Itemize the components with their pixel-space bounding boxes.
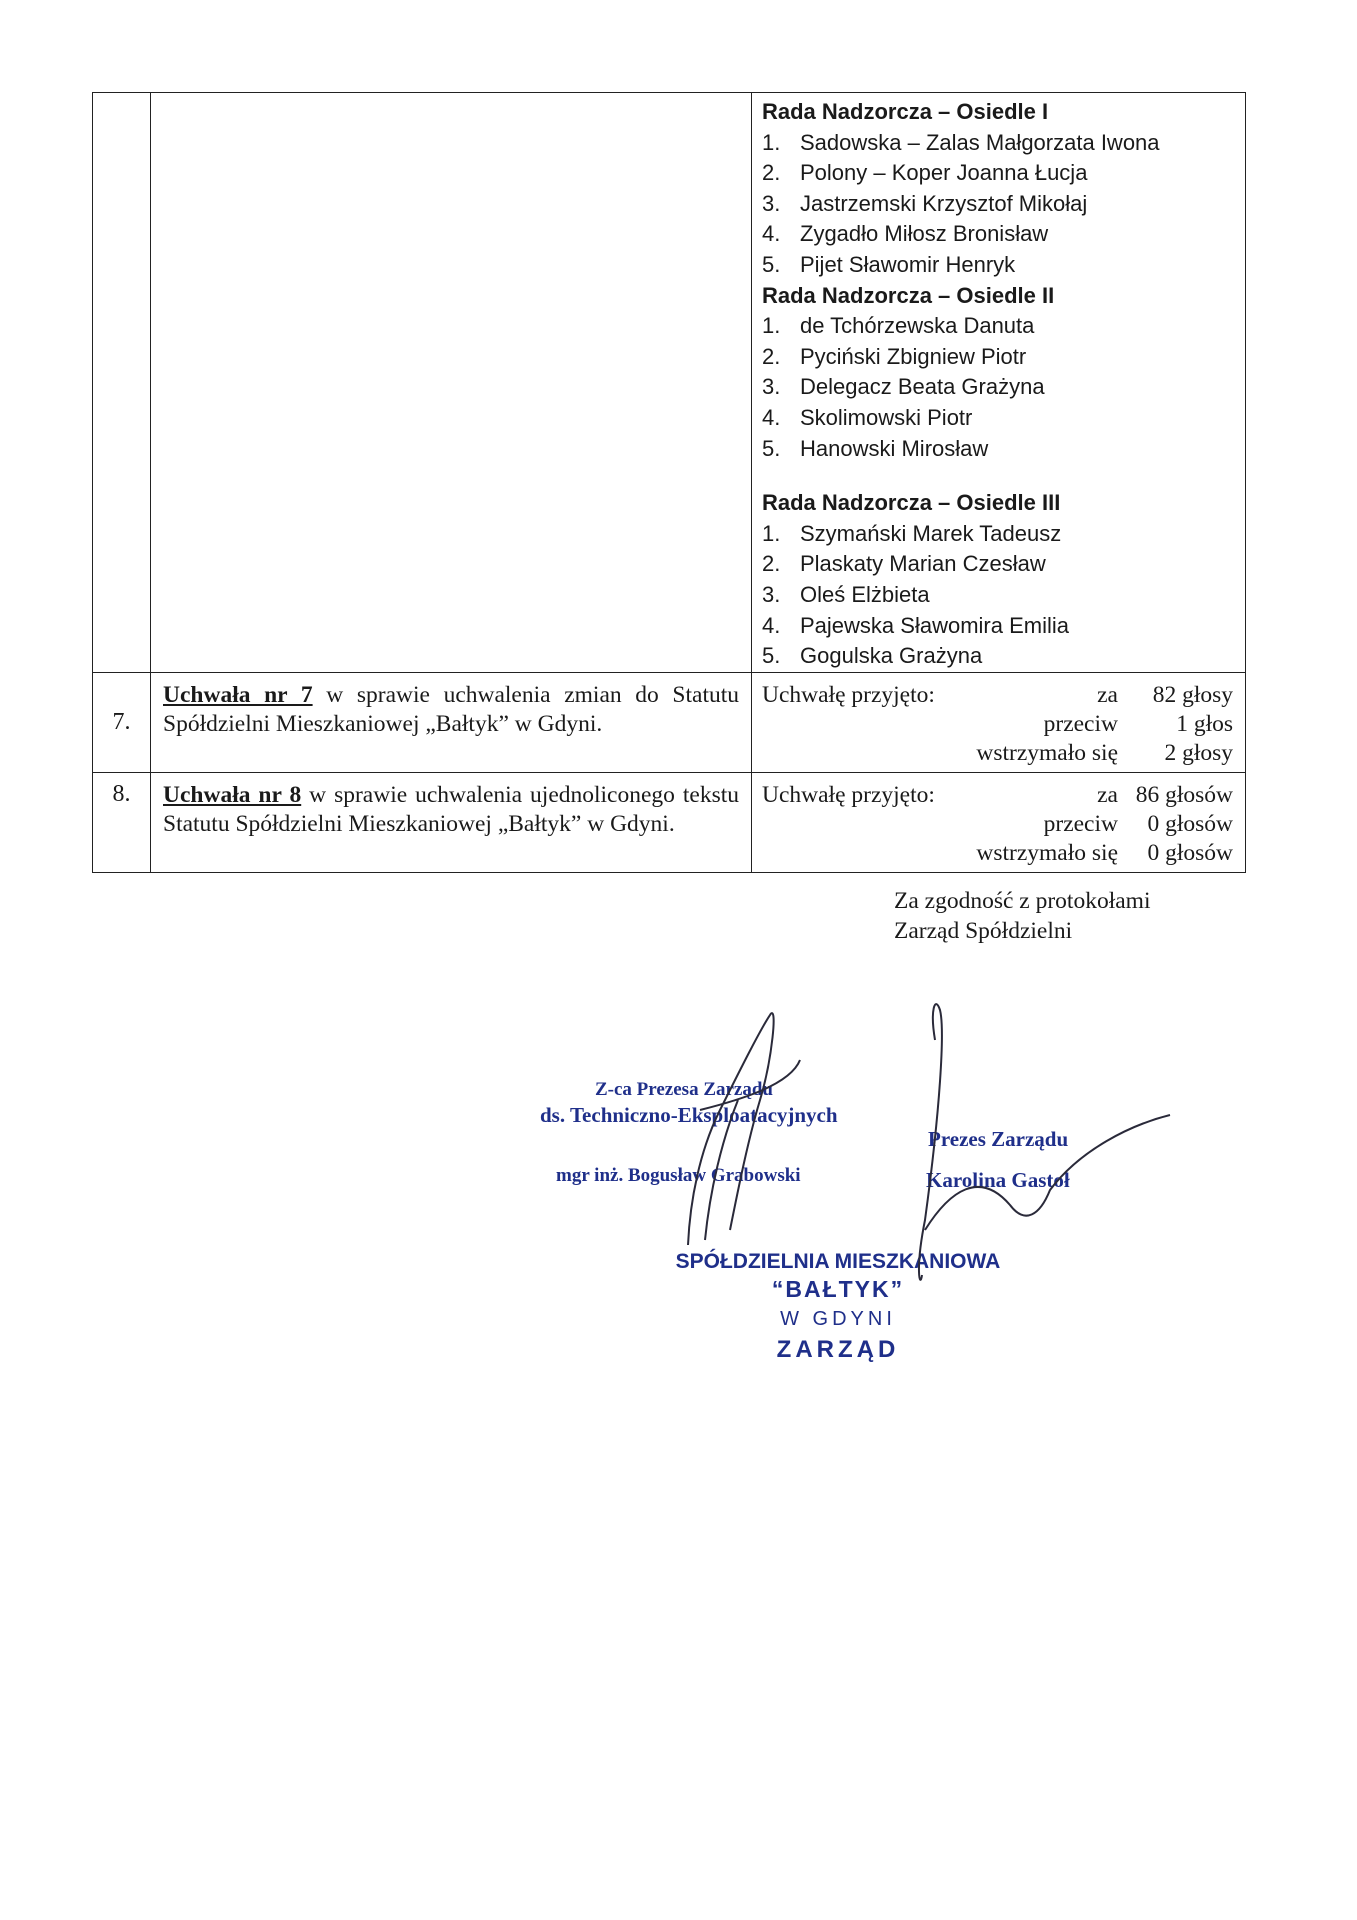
- rada-title: Rada Nadzorcza – Osiedle II: [762, 282, 1055, 308]
- list-item: 1. Sadowska – Zalas Małgorzata Iwona: [762, 129, 1160, 155]
- svg-text:ZARZĄD: ZARZĄD: [776, 1336, 900, 1363]
- list-item: 2. Pyciński Zbigniew Piotr: [762, 343, 1027, 369]
- conformity-note: Za zgodność z protokołami Zarząd Spółdzielni: [894, 888, 1151, 944]
- row-number: 7.: [93, 672, 151, 772]
- row-number: 8.: [93, 772, 151, 872]
- vote-result: Uchwałę przyjęto: za 82 głosy przeciw 1 głos wstrzymało się 2 głosy: [752, 672, 1246, 772]
- svg-text:Prezes Zarządu: Prezes Zarządu: [928, 1127, 1069, 1151]
- svg-text:“BAŁTYK”: “BAŁTYK”: [771, 1276, 905, 1302]
- result-label: Uchwałę przyjęto:: [762, 681, 935, 708]
- list-item: 4. Pajewska Sławomira Emilia: [762, 612, 1069, 638]
- svg-text:W GDYNI: W GDYNI: [780, 1308, 896, 1330]
- resolution-text: w sprawie uchwalenia ujednoliconego tekstu Statutu Spółdzielni Mieszkaniowej „Bałtyk” w Gdyni.: [163, 781, 740, 837]
- list-item: 4. Zygadło Miłosz Bronisław: [762, 221, 1049, 247]
- rada-title: Rada Nadzorcza – Osiedle I: [762, 99, 1049, 124]
- list-item: 2. Polony – Koper Joanna Łucja: [762, 160, 1088, 186]
- list-item: 1. de Tchórzewska Danuta: [762, 313, 1035, 339]
- svg-text:SPÓŁDZIELNIA MIESZKANIOWA: SPÓŁDZIELNIA MIESZKANIOWA: [675, 1250, 1001, 1273]
- vote-result: Uchwałę przyjęto: za 86 głosów przeciw 0 głosów wstrzymało się 0 głosów: [752, 772, 1246, 872]
- svg-text:Karolina Gastoł: Karolina Gastoł: [926, 1168, 1070, 1192]
- resolution-title: Uchwała nr 8: [163, 781, 302, 808]
- stamp-vice-president: [540, 1079, 838, 1186]
- stamp-company: [676, 1249, 1001, 1363]
- list-item: 2. Plaskaty Marian Czesław: [762, 551, 1046, 577]
- list-item: 3. Delegacz Beata Grażyna: [762, 374, 1045, 400]
- list-item: 3. Jastrzemski Krzysztof Mikołaj: [762, 190, 1088, 216]
- resolution-text: w sprawie uchwalenia zmian do Statutu Spółdzielni Mieszkaniowej „Bałtyk” w Gdyni.: [163, 681, 740, 737]
- list-item: 4. Skolimowski Piotr: [762, 404, 973, 430]
- svg-text:mgr inż. Bogusław Grabowski: mgr inż. Bogusław Grabowski: [556, 1165, 801, 1186]
- stamp-president: [926, 1127, 1070, 1192]
- list-item: 5. Gogulska Grażyna: [762, 643, 983, 669]
- resolution-title: Uchwała nr 7: [163, 681, 313, 708]
- svg-text:ds. Techniczno-Eksploatacyjnyc: ds. Techniczno-Eksploatacyjnych: [540, 1103, 838, 1127]
- list-item: 1. Szymański Marek Tadeusz: [762, 520, 1062, 546]
- rada-title: Rada Nadzorcza – Osiedle III: [762, 490, 1061, 516]
- result-label: Uchwałę przyjęto:: [762, 781, 935, 808]
- svg-text:Z-ca Prezesa Zarządu: Z-ca Prezesa Zarządu: [595, 1079, 773, 1100]
- signature-left: [688, 1013, 800, 1245]
- list-item: 5. Hanowski Mirosław: [762, 435, 989, 461]
- list-item: 3. Oleś Elżbieta: [762, 581, 930, 607]
- list-item: 5. Pijet Sławomir Henryk: [762, 251, 1016, 277]
